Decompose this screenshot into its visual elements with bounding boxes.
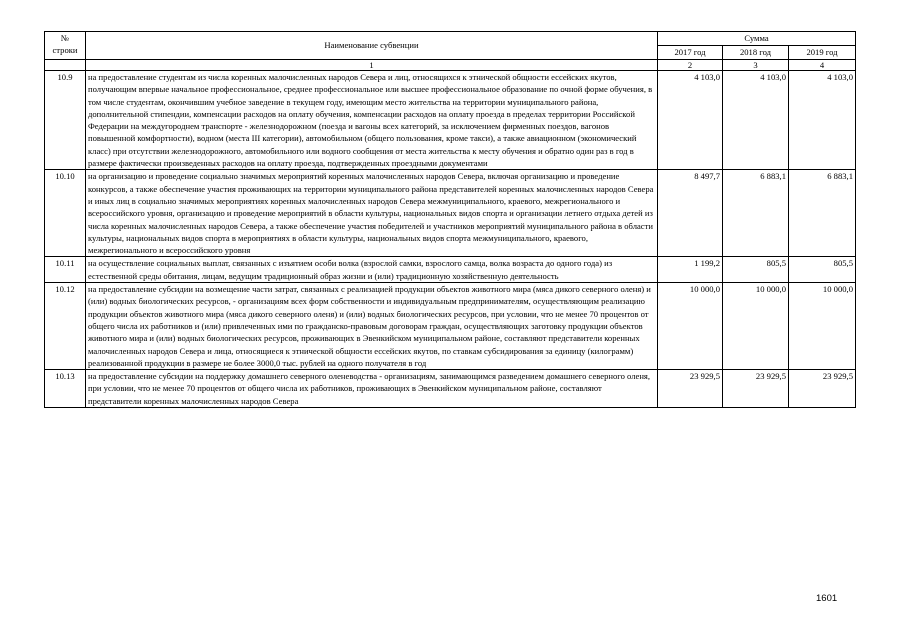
header-row-number [45,32,86,60]
amount-2017: 23 929,5 [658,370,723,408]
column-number-1-left [45,60,86,71]
table-row [45,283,856,370]
table-row [45,257,856,283]
amount-2017: 8 497,7 [658,170,723,257]
amount-2018: 6 883,1 [723,170,789,257]
amount-2019: 23 929,5 [789,370,856,408]
subsidies-table [44,31,856,408]
amount-2017: 4 103,0 [658,71,723,170]
row-description: на осуществление социальных выплат, связанных с изъятием особи волка (взрослой самки, взрослого самца, волка возраста до одного года) из естественной среды обитания, лицам, ведущим традиционный образ жизни и (или) традиционную хозяйственную деятельность [86,257,658,283]
column-numbers-row [45,60,856,71]
row-number: 10.11 [45,257,86,283]
amount-2019: 10 000,0 [789,283,856,370]
amount-2019: 805,5 [789,257,856,283]
column-number-3: 3 [723,60,789,71]
column-number-4: 4 [789,60,856,71]
header-subsidy-name: Наименование субвенции [86,32,658,60]
amount-2018: 4 103,0 [723,71,789,170]
header-year-2017: 2017 год [658,46,723,60]
amount-2018: 23 929,5 [723,370,789,408]
row-number: 10.10 [45,170,86,257]
row-description: на предоставление студентам из числа коренных малочисленных народов Севера и лиц, относящихся к этнической общности ессейских якутов, получающим впервые начальное профессиональное, среднее профессиональное или высшее профессиональное образование по очной форме обучения, в том числе студентам, окончившим учебное заведение в текущем году, имеющим место жительства на территории муниципального района, дополнительной стипендии, компенсации расходов на оплату обучения, компенсации расходов на оплату проезда в пределах территории Российской Федерации на междугороднем транспорте - железнодорожном (поезда и вагоны всех категорий, за исключением фирменных поездов, вагонов повышенной комфортности), водном (места III категории), автомобильном (общего пользования, кроме такси), а также авиационном (экономический класс) при отсутствии железнодорожного, автомобильного или водного сообщения от места жительства к месту обучения и обратно один раз в год в размере фактически произведенных расходов на оплату проезда, подтвержденных проездными документами [86,71,658,170]
column-number-2: 2 [658,60,723,71]
amount-2017: 10 000,0 [658,283,723,370]
row-number: 10.12 [45,283,86,370]
amount-2018: 805,5 [723,257,789,283]
header-number-sign: № [60,33,70,43]
row-number: 10.9 [45,71,86,170]
row-description: на предоставление субсидии на поддержку домашнего северного оленеводства - организациям, занимающимся разведением домашнего северного оленя, при условии, что не менее 70 процентов от общего числа их работников, проживающих в Эвенкийском муниципальном районе, составляют представители коренных малочисленных народов Севера [86,370,658,408]
amount-2017: 1 199,2 [658,257,723,283]
row-description: на организацию и проведение социально значимых мероприятий коренных малочисленных народов Севера, включая организацию и проведение конкурсов, а также обеспечение участия проживающих на территории муниципального района представителей коренных малочисленных народов Севера и иных лиц в социально значимых мероприятиях коренных малочисленных народов Севера межмуниципального, краевого, межрегионального и всероссийского уровня, организацию и проведение мероприятий в области культуры, национальных видов спорта и организации летнего отдыха детей из числа коренных малочисленных народов Севера, а также обеспечение участия победителей и участников мероприятий муниципального района в области культуры, национальных видов спорта в мероприятиях в области культуры, национальных видов спорта межмуниципального, краевого, межрегионального и всероссийского уровня [86,170,658,257]
table-row [45,170,856,257]
page-number: 1601 [816,593,838,604]
header-sum: Сумма [658,32,856,46]
column-number-1: 1 [86,60,658,71]
amount-2019: 6 883,1 [789,170,856,257]
header-year-2018: 2018 год [723,46,789,60]
amount-2018: 10 000,0 [723,283,789,370]
amount-2019: 4 103,0 [789,71,856,170]
table-row [45,370,856,408]
table-row [45,71,856,170]
row-description: на предоставление субсидии на возмещение части затрат, связанных с реализацией продукции объектов животного мира (мяса дикого северного оленя) и (или) водных биологических ресурсов, - организациям всех форм собственности и индивидуальным предпринимателям, осуществляющим реализацию продукции объектов животного мира (мяса дикого северного оленя) и (или) водных биологических ресурсов, при условии, что не менее 70 процентов от общего числа их работников и (или) привлеченных ими по гражданско-правовым договорам граждан, осуществляющих заготовку продукции объектов животного мира и (или) водных биологических ресурсов, проживающих в Эвенкийском муниципальном районе, составляют представители коренных малочисленных народов Севера и лица, относящиеся к этнической общности ессейских якутов, по ставкам субсидирования за единицу (килограмм) реализованной продукции в размере не более 3000,0 тыс. рублей на одного получателя в год [86,283,658,370]
header-row-label: строки [52,45,78,56]
header-year-2019: 2019 год [789,46,856,60]
row-number: 10.13 [45,370,86,408]
